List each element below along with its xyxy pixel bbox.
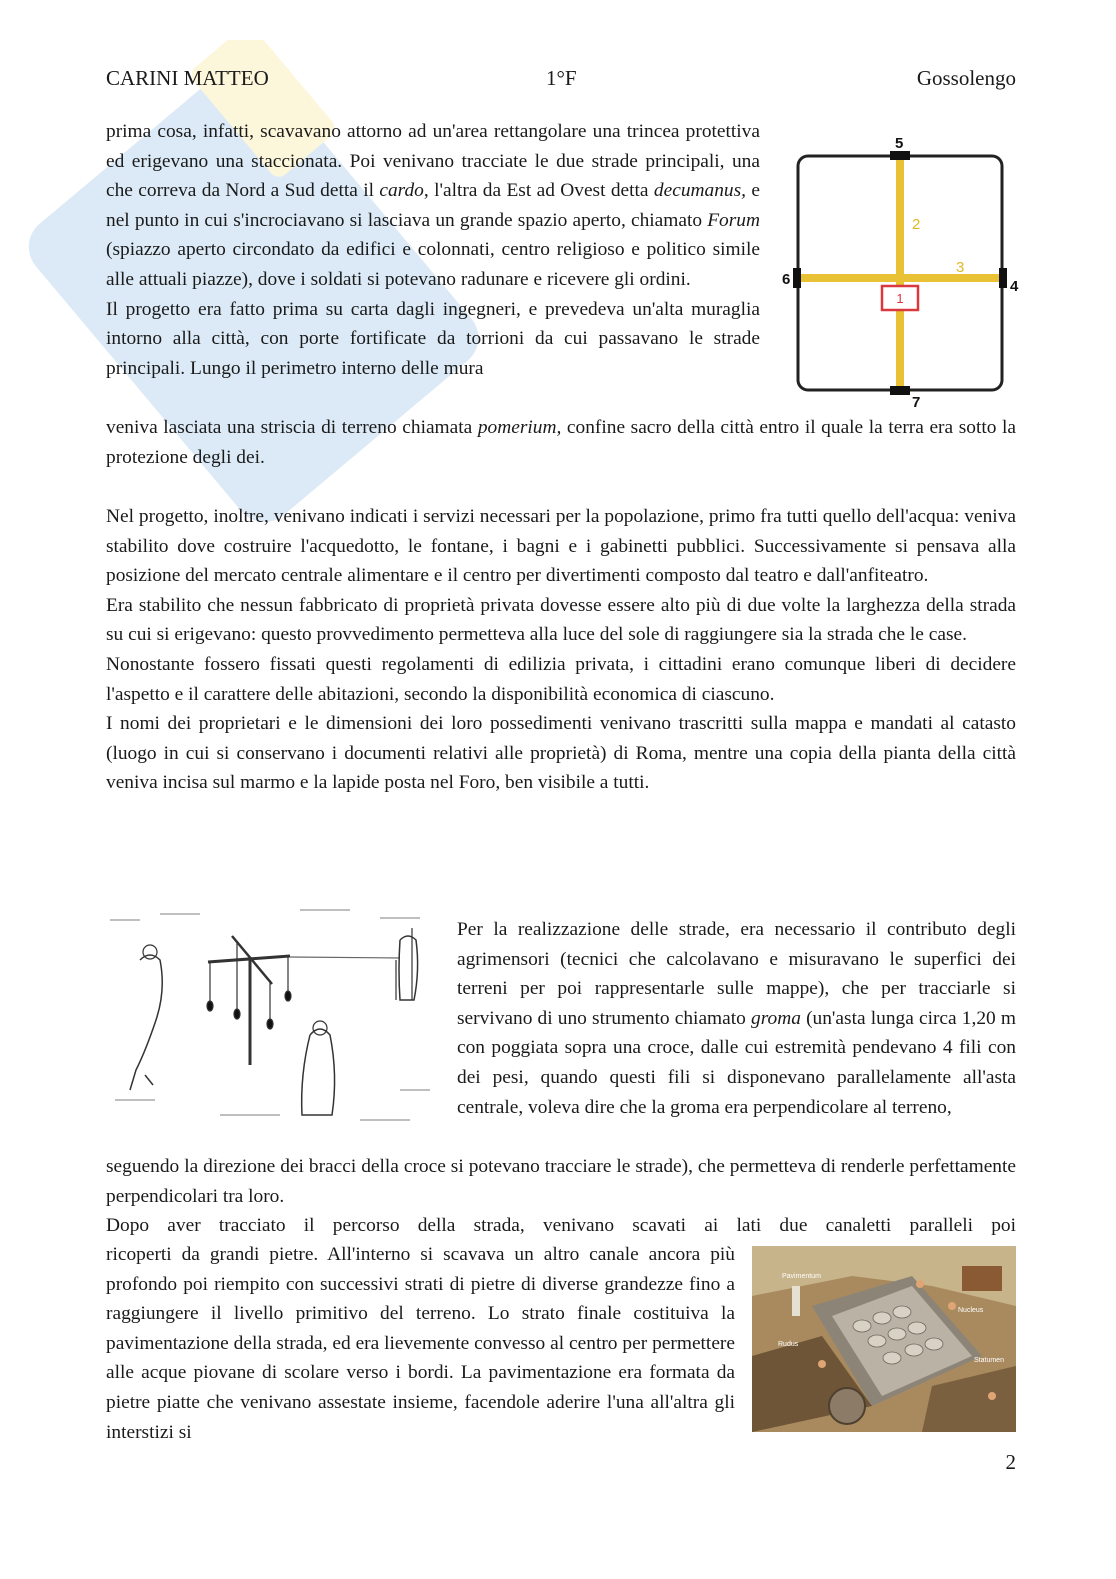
paragraph-cadastre: I nomi dei proprietari e le dimensioni dei loro possedimenti venivano trascritti sulla mappa e mandati al catasto (luogo in cui si conservano i documenti relativi alle proprietà) di Roma, mentre una copia della pianta della città veniva incisa sul marmo e la lapide posta nel Foro, ben visibile a tutti. [106, 713, 1016, 794]
paragraph-building-height: Era stabilito che nessun fabbricato di proprietà privata dovesse essere alto più di due volte la larghezza della strada su cui si erigevano: questo provvedimento permetteva alla luce del sole di raggiungere sia la strada che le case. [106, 594, 1016, 646]
city-plan-diagram [778, 132, 1028, 412]
gate-east [999, 268, 1007, 288]
text-groma: Per la realizzazione delle strade, era necessario il contributo degli agrimensori (tecnici che calcolavano e misuravano le superfici dei terreni per poi rappresentarle sulle mappe), che per tracciarle si servivano di uno strumento chiamato groma (un'asta lunga circa 1,20 m con poggiata sopra una croce, dalle cui estremità pendevano 4 fili con dei pesi, quando questi fili si disponevano parallelamente all'asta centrale, voleva dire che la groma era perpendicolare al terreno, [457, 919, 1016, 1118]
header-author: CARINI MATTEO [106, 66, 269, 90]
gate-south [890, 386, 910, 395]
text-column-top [106, 117, 760, 383]
paragraph-services: Nel progetto, inoltre, venivano indicati i servizi necessari per la popolazione, primo fra tutti quello dell'acqua: veniva stabilito dove costruire l'acquedotto, le fontane, i bagni e i gabinetti pubblici. Successivamente si pensava alla posizione del mercato centrale alimentare e il centro per divertimenti composto dal teatro e dall'anfiteatro. [106, 506, 1016, 587]
label-decumanus: 3 [956, 259, 965, 276]
groma-illustration [100, 900, 445, 1138]
label-forum: 1 [896, 291, 904, 306]
label-rudus: Rudus [778, 1341, 799, 1348]
header-place: Gossolengo [916, 66, 1016, 90]
text-road-layers: ricoperti da grandi pietre. All'interno si scavava un altro canale ancora più profondo poi riempito con successivi strati di pietre di diverse grandezze fino a raggiungere il livello primitivo del terreno. Lo strato finale costituiva la pavimentazione della strada, ed era lievemente convesso al centro per permettere alle acque piovane di scolare verso i bordi. La pavimentazione era formata da pietre piatte che venivano assestate insieme, facendole aderire l'una all'altra gli interstizi si [106, 1244, 735, 1443]
term-groma: groma [751, 1007, 801, 1029]
label-cardo: 2 [912, 216, 921, 233]
term-pomerium: pomerium, [477, 417, 562, 438]
page-number: 2 [1005, 1450, 1016, 1474]
paragraph-city-layout: prima cosa, infatti, scavavano attorno ad un'area rettangolare una trincea protettiva ed erigevano una staccionata. Poi venivano tracciate le due strade principali, una che correva da Nord a Sud detta il cardo, l'altra da Est ad Ovest detta decumanus, e nel punto in cui s'incrociavano si lasciava un grande spazio aperto, chiamato Forum (spiazzo aperto circondato da edifici e colonnati, centro religioso e politico simile alle attuali piazze), dove i soldati si potevano radunare e ricevere gli ordini. [106, 121, 760, 290]
label-statumen: Statumen [974, 1357, 1004, 1364]
label-gate-north: 5 [895, 135, 904, 152]
road-construction-illustration [752, 1246, 1016, 1432]
term-cardo: cardo [379, 180, 424, 202]
label-gate-west: 6 [782, 271, 791, 288]
label-gate-south: 7 [912, 394, 921, 411]
paragraph-private-building: Nonostante fossero fissati questi regolamenti di edilizia privata, i cittadini erano comunque liberi di decidere l'aspetto e il carattere delle abitazioni, secondo la disponibilità economica di ciascuno. [106, 653, 1016, 705]
paragraph-road-construction: Dopo aver tracciato il percorso della strada, venivano scavati ai lati due canaletti paralleli poi [106, 1215, 1016, 1237]
paragraph-project: Il progetto era fatto prima su carta dagli ingegneri, e prevedeva un'alta muraglia intorno alla città, con porte fortificate da torrioni da cui passavano le strade principali. Lungo il perimetro interno delle mura [106, 298, 760, 379]
text-groma-continued: seguendo la direzione dei bracci della croce si potevano tracciare le strade), che permetteva di renderle perfettamente perpendicolari tra loro. Dopo aver tracciato il percorso della strada, venivano scavati ai lati due canaletti paralleli poi [106, 1152, 1016, 1241]
text-pomerium: veniva lasciata una striscia di terreno chiamata pomerium, confine sacro della città entro il quale la terra era sotto la protezione degli dei. [106, 417, 1016, 468]
term-decumanus: decumanus, [653, 180, 746, 202]
gate-west [793, 268, 801, 288]
text-services [106, 502, 1016, 798]
label-gate-east: 4 [1010, 278, 1019, 295]
label-pavimentum: Pavimentum [782, 1273, 821, 1280]
page-header [106, 66, 1016, 94]
label-nucleus: Nucleus [958, 1307, 984, 1314]
gate-north [890, 151, 910, 160]
term-forum: Forum [707, 209, 760, 231]
header-class: 1°F [546, 66, 577, 90]
